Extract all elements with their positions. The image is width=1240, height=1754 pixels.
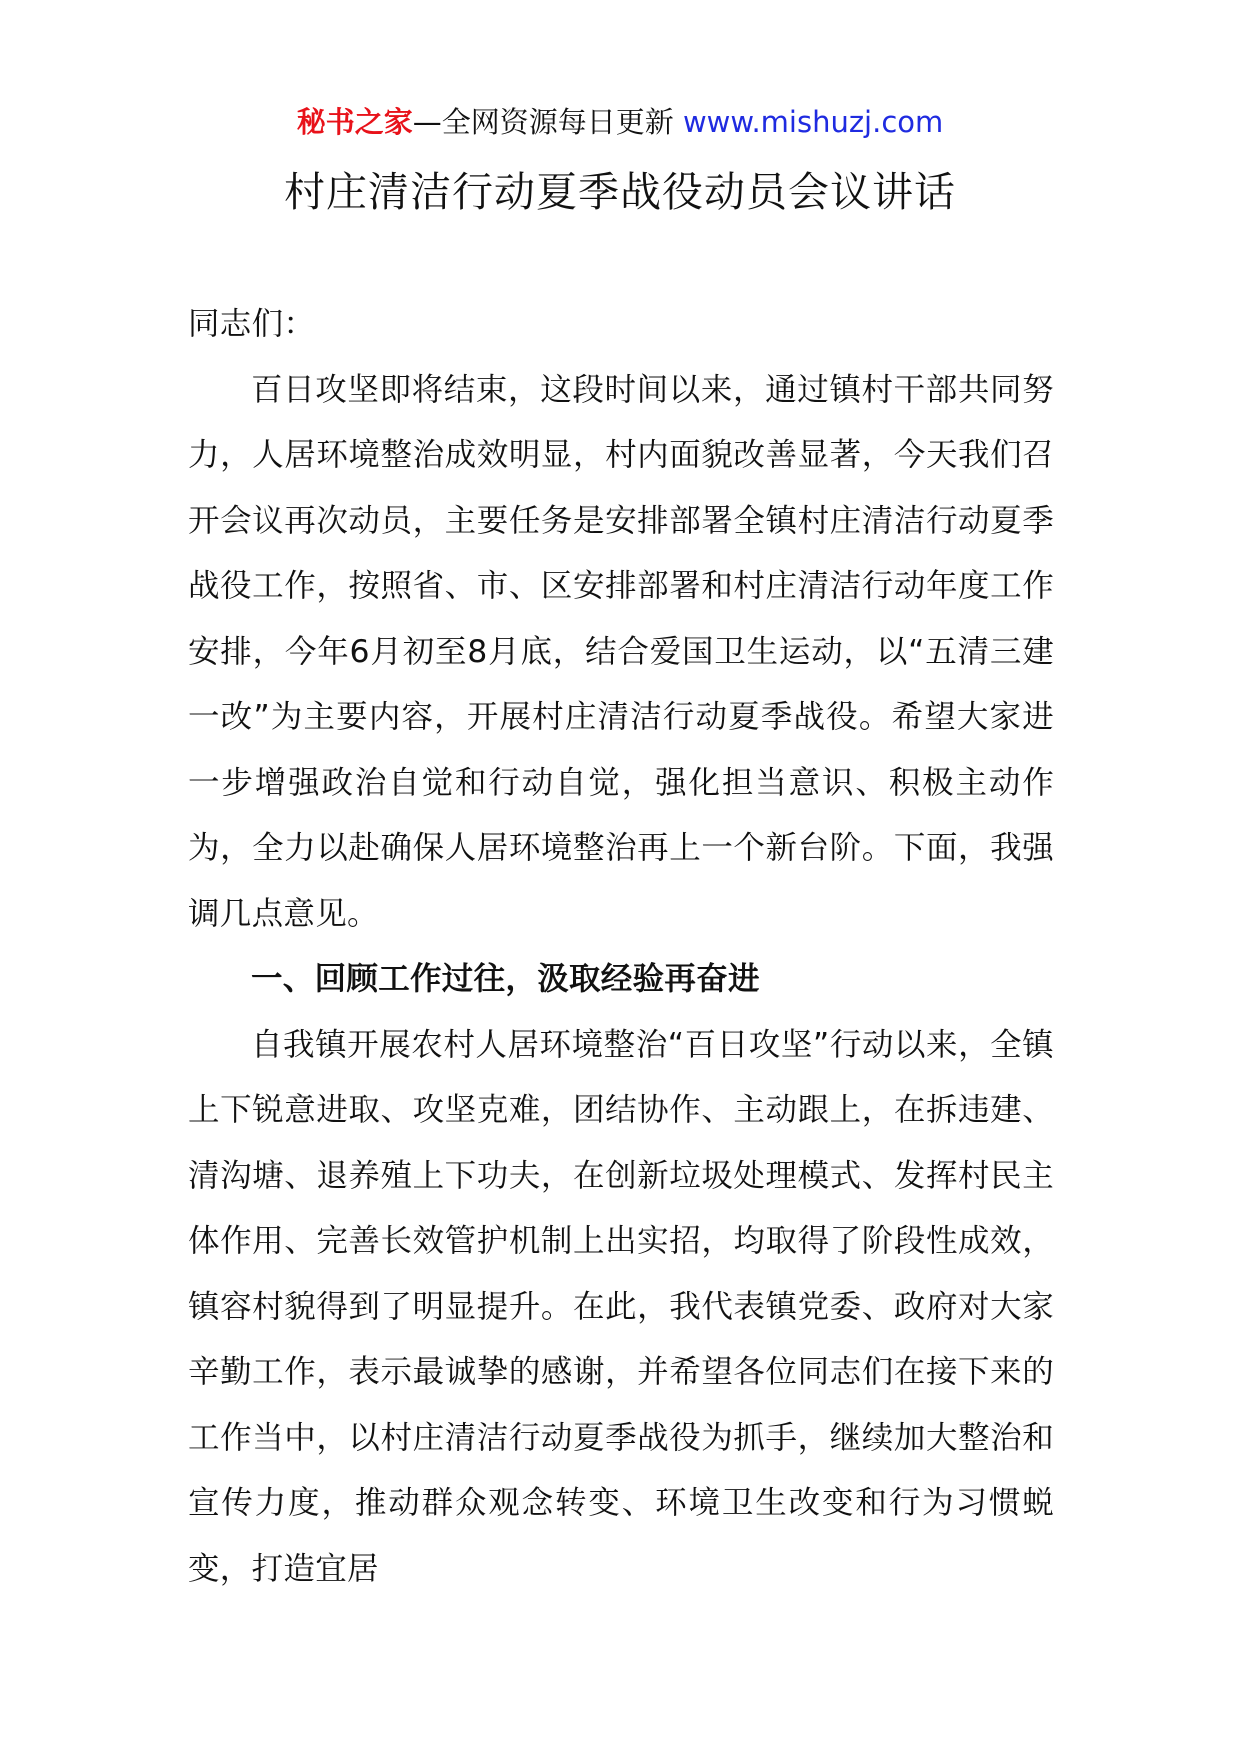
intro-paragraph: 百日攻坚即将结束，这段时间以来，通过镇村干部共同努力，人居环境整治成效明显，村内面貌改善显著，今天我们召开会议再次动员，主要任务是安排部署全镇村庄清洁行动夏季战役工作，按照省、市、区安排部署和村庄清洁行动年度工作安排，今年6月初至8月底，结合爱国卫生运动，以“五清三建一改”为主要内容，开展村庄清洁行动夏季战役。希望大家进一步增强政治自觉和行动自觉，强化担当意识、积极主动作为，全力以赴确保人居环境整治再上一个新台阶。下面，我强调几点意见。 [188, 371, 1054, 932]
site-banner [0, 100, 1240, 144]
salutation: 同志们： [188, 306, 316, 342]
banner-tagline: —全网资源每日更新 [412, 105, 674, 139]
site-url-link[interactable]: www.mishuzj.com [682, 105, 944, 139]
section-paragraph: 自我镇开展农村人居环境整治“百日攻坚”行动以来，全镇上下锐意进取、攻坚克难，团结协作、主动跟上，在拆违建、清沟塘、退养殖上下功夫，在创新垃圾处理模式、发挥村民主体作用、完善长效管护机制上出实招，均取得了阶段性成效，镇容村貌得到了明显提升。在此，我代表镇党委、政府对大家辛勤工作，表示最诚挚的感谢，并希望各位同志们在接下来的工作当中，以村庄清洁行动夏季战役为抓手，继续加大整治和宣传力度，推动群众观念转变、环境卫生改变和行为习惯蜕变，打造宜居 [188, 1026, 1054, 1587]
section-heading: 一、回顾工作过往，汲取经验再奋进 [251, 961, 760, 997]
brand-name: 秘书之家 [296, 105, 413, 139]
document-title: 村庄清洁行动夏季战役动员会议讲话 [284, 168, 956, 216]
document-body [188, 292, 1054, 1602]
